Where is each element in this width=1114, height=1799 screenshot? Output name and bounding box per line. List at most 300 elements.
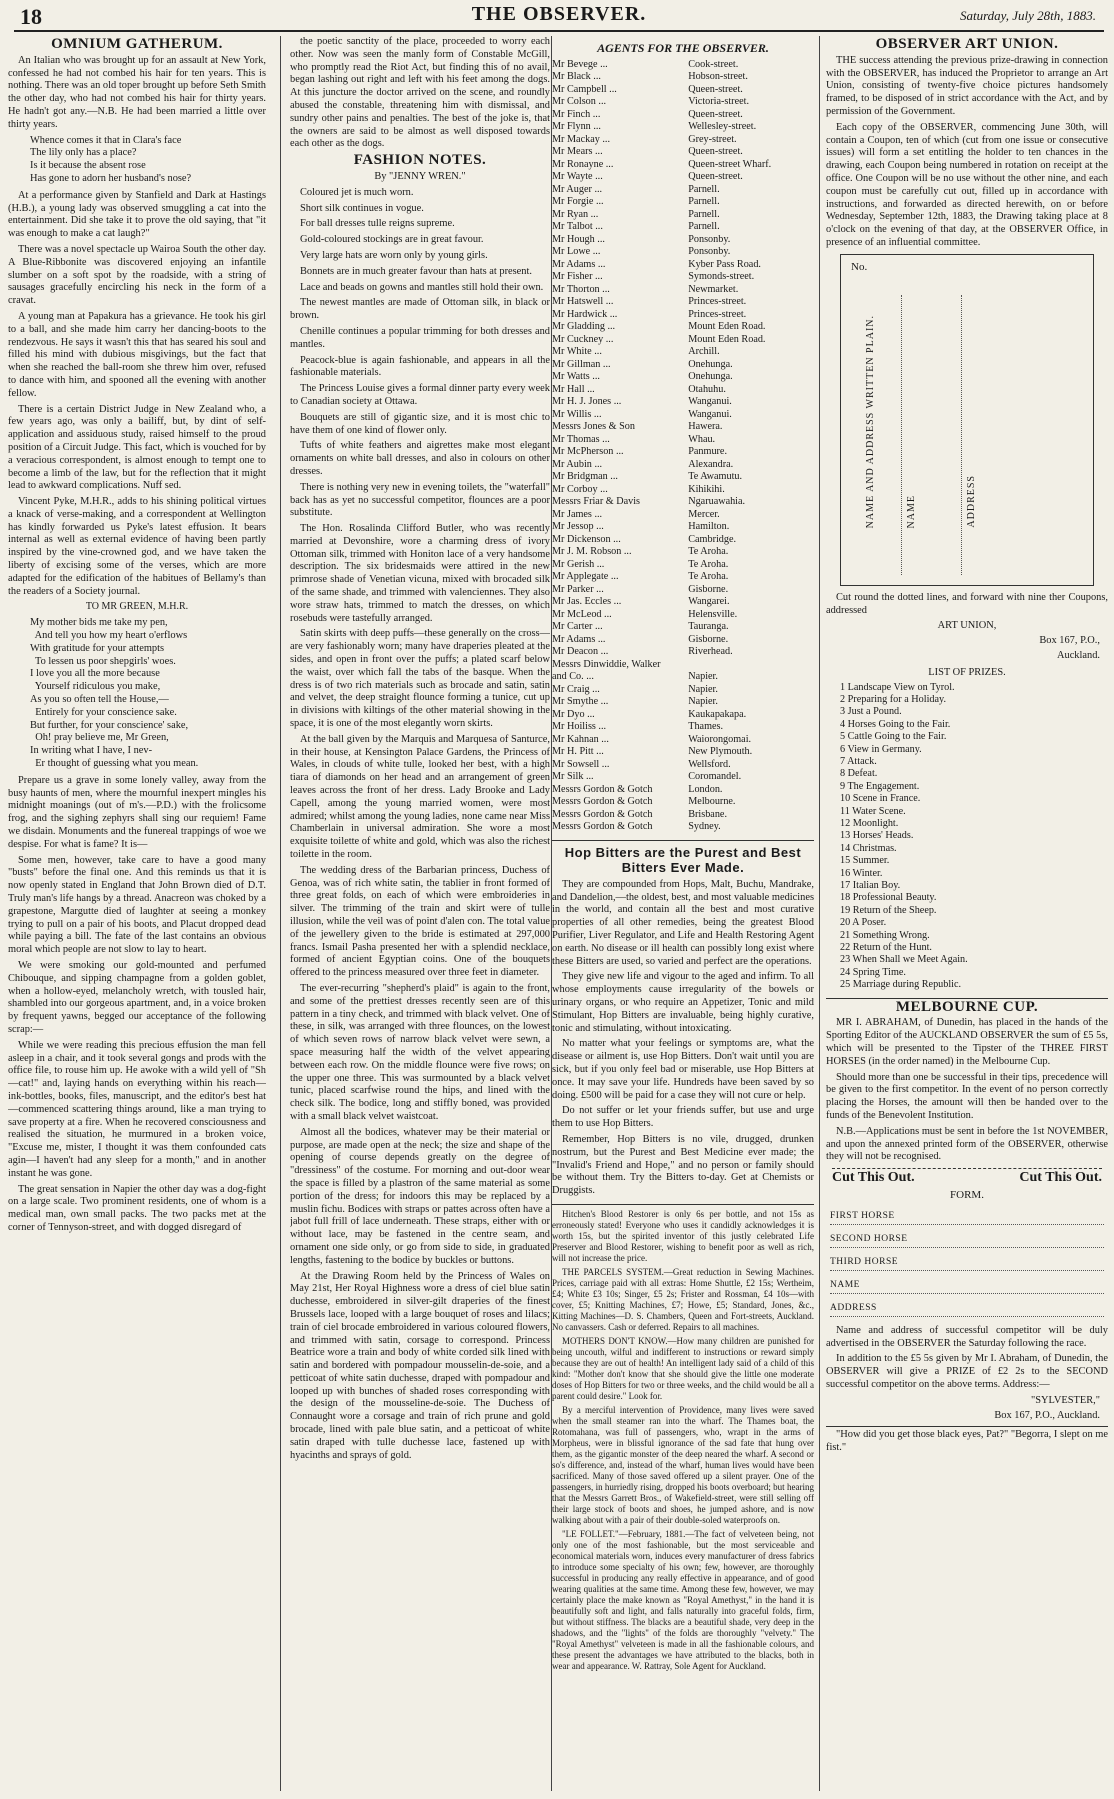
prize-item: 1 Landscape View on Tyrol. bbox=[840, 681, 955, 693]
article-paragraph: Chenille continues a popular trimming for both dresses and mantles. bbox=[290, 325, 550, 350]
article-paragraph: There was a novel spectacle up Wairoa South the other day. A Blue-Ribbonite was discovered enjoying an infantile slumber on a soft spot by the roadside, with a string of sausages gracefully encircling his neck in the form of a cravat. bbox=[8, 243, 266, 307]
agent-name: Messrs Jones & Son bbox=[552, 421, 635, 433]
agent-location: Napier. bbox=[688, 696, 718, 708]
agent-name: Mr Gillman ... bbox=[552, 358, 611, 370]
ad-paragraph: "LE FOLLET."—February, 1881.—The fact of velveteen being, not only one of the most fashionable, but the most serviceable and economical materials worn, induces every manufacturer of dress fabrics to introduce some specialty of his own; few, however, are thoroughly successful in producing any really effective in appearance, and of good wearing qualities at the same time. Among these few, however, we may certainly place the make known as "Royal Amethyst," in the hand it is beautifully soft and light, and falls naturally into graceful folds, firm, but without stiffness. The blacks are a beautiful shade, very deep in the shadows, and the "lights" of the folds are thoroughly "velvety." The "Royal Amethyst" velveteen is made in all the fashionable colours, and these present the advantages we have attributed to the blacks, both in wear and appearance. W. Rattray, Sole Agent for Auckland. bbox=[552, 1528, 814, 1671]
prize-item: 19 Return of the Sheep. bbox=[840, 904, 937, 916]
agent-name: Mr Bevege ... bbox=[552, 58, 608, 70]
article-paragraph: In addition to the £5 5s given by Mr I. Abraham, of Dunedin, the OBSERVER will give a PRIZE of £2 2s to the SECOND successful competitor on the above terms. Address:— bbox=[826, 1353, 1108, 1391]
agent-location: Melbourne. bbox=[688, 796, 736, 808]
ad-paragraph: MOTHERS DON'T KNOW.—How many children are punished for being uncouth, wilful and indifferent to instructions or reward simply because they are out of health! An intelligent lady said of a child of this kind: "Mother don't know that she should give the little one moderate doses of Hop Bitters for two or three weeks, and the child would be all a parent could desire." Look for. bbox=[552, 1335, 814, 1401]
agent-location: Queen-street Wharf. bbox=[688, 158, 772, 170]
agent-name: Mr Adams ... bbox=[552, 633, 606, 645]
agent-location: Queen-street. bbox=[688, 171, 743, 183]
agent-name: Mr Cuckney ... bbox=[552, 333, 614, 345]
signature: "SYLVESTER," bbox=[1030, 1394, 1100, 1406]
agent-name: Mr Carter ... bbox=[552, 621, 603, 633]
third-horse-field[interactable]: THIRD HORSE bbox=[830, 1256, 1104, 1271]
agent-location: London. bbox=[688, 783, 723, 795]
agent-row bbox=[552, 409, 814, 422]
agent-location: Newmarket. bbox=[688, 283, 739, 295]
agent-row bbox=[552, 759, 814, 772]
agent-location: Queen-street. bbox=[688, 146, 743, 158]
agent-name: Mr Auger ... bbox=[552, 183, 603, 195]
address-field[interactable]: ADDRESS bbox=[830, 1302, 1104, 1317]
agent-location: Parnell. bbox=[688, 221, 720, 233]
ad-paragraph: Remember, Hop Bitters is no vile, drugged, drunken nostrum, but the Purest and Best Medicine ever made; the "Invalid's Friend and Hope," and no person or family should be without them. Try the Bitters to-day. Get at Chemists or Druggists. bbox=[552, 1133, 814, 1197]
agent-location: Symonds-street. bbox=[688, 271, 755, 283]
issue-date: Saturday, July 28th, 1883. bbox=[959, 8, 1096, 23]
agent-name: Messrs Gordon & Gotch bbox=[552, 796, 653, 808]
agent-location: Waiorongomai. bbox=[688, 733, 752, 745]
article-paragraph: Satin skirts with deep puffs—these generally on the cross—are very fashionably worn; many have draperies pleated at the sides, and open in front over the puffs; a plated scarf below the waist, over which fall the tabs of the basque. When the dress is of two rich materials such as brocade and satin, satin and velvet, the deep straight flounce forming a tunice, cut up in divisions with kiltings of the other material showing in the space, it is one of the most elegantly worn skirts. bbox=[290, 628, 550, 730]
agent-name: Mr Silk ... bbox=[552, 771, 594, 783]
agent-location: Coromandel. bbox=[688, 771, 742, 783]
prize-item: 10 Scene in France. bbox=[840, 793, 921, 805]
agent-row bbox=[552, 571, 814, 584]
short-note: Coloured jet is much worn. bbox=[300, 186, 414, 198]
agent-row bbox=[552, 396, 814, 409]
agent-location: Napier. bbox=[688, 671, 718, 683]
column-fashion-notes bbox=[290, 36, 550, 1791]
agent-name: Mr Hoiliss ... bbox=[552, 721, 607, 733]
agent-name: Messrs Gordon & Gotch bbox=[552, 808, 653, 820]
agent-row bbox=[552, 321, 814, 334]
ad-paragraph: By a merciful intervention of Providence, many lives were saved when the small steamer ran into the wharf. The Thames boat, the Rotomahana, was full of passengers, who, wrapt in the arms of Morpheus, were in blissful ignorance of the sad fate that hung over them, as the gigantic monster of the deep neared the wharf. A second or so's difference, and, instead of the wharf, human lives would have been sacrificed. Many of those saved offered up a silent prayer. One of the passengers, in hurriedly rising, dropped his boots overboard; but hearing that the Messrs Garrett Bros., of Wakefield-street, were still selling off their large stock of boots and shoes, he jumped ashore, and is now walking about with a pair of their double-soled waterproofs on. bbox=[552, 1404, 814, 1525]
agent-location: Te Aroha. bbox=[688, 558, 729, 570]
agent-row bbox=[552, 196, 814, 209]
agent-location: Queen-street. bbox=[688, 83, 743, 95]
article-paragraph: the poetic sanctity of the place, proceeded to worry each other. Now was seen the manly form of Constable McGill, who promptly read the Riot Act, but finding this of no avail, began lashing out right and left with his feet among the dogs. At this juncture the doctor arrived on the scene, and roundly abused the constable, threatening him with dismissal, and sundry other pains and penalties. The best of the joke is, that the owners are said to be almost as well disposed towards each other as the dogs. bbox=[290, 36, 550, 150]
agent-row bbox=[552, 484, 814, 497]
agent-name: Messrs Gordon & Gotch bbox=[552, 783, 653, 795]
poem-title: TO MR GREEN, M.H.R. bbox=[85, 601, 189, 613]
agent-name: Mr Flynn ... bbox=[552, 121, 601, 133]
prize-item: 5 Cattle Going to the Fair. bbox=[840, 731, 947, 743]
agent-name: Mr Mackay ... bbox=[552, 133, 610, 145]
second-horse-field[interactable]: SECOND HORSE bbox=[830, 1233, 1104, 1248]
agent-location: Princes-street. bbox=[688, 296, 747, 308]
agent-row bbox=[552, 296, 814, 309]
agent-location: Kihikihi. bbox=[688, 483, 725, 495]
agent-row bbox=[552, 496, 814, 509]
agent-location: Parnell. bbox=[688, 183, 720, 195]
coupon-box[interactable] bbox=[840, 254, 1094, 586]
article-paragraph: Each copy of the OBSERVER, commencing June 30th, will contain a Coupon, ten of which (cut from one issue or consecutive issues) will form a set entitling the holder to ten chances in the drawing, each Coupon being numbered in rotation on receipt at the office. One Coupon will be no use without the other nine, and each coupon must be carefully cut out, filled up in accordance with instructions, and forwarded as directed herewith, on or before Wednesday, September 12th, 1883, the Drawing taking place at 8 o'clock on the evening of that day, at the OBSERVER Office, in presence of an influential committee. bbox=[826, 121, 1108, 248]
agent-row bbox=[552, 184, 814, 197]
agent-name: Mr Jessop ... bbox=[552, 521, 604, 533]
agent-row bbox=[552, 796, 814, 809]
short-note: Short silk continues in vogue. bbox=[300, 202, 424, 214]
agent-row bbox=[552, 709, 814, 722]
agent-name: Mr Black ... bbox=[552, 71, 601, 83]
agent-name: Mr Wayte ... bbox=[552, 171, 603, 183]
agent-location: Gisborne. bbox=[688, 583, 729, 595]
agent-location: Princes-street. bbox=[688, 308, 747, 320]
prize-item: 24 Spring Time. bbox=[840, 966, 906, 978]
article-paragraph: Some men, however, take care to have a good many "busts" before the final one. And this reminds us that it is now openly stated in England that John Brown died of D.T. Truly man's life hangs by a thread. Anacreon was choked by a grapestone, Margutte died of laughter at seeing a monkey trying to pull on a pair of his boots, and Placut dropped dead while paying a bill. The fate of the last contains an obvious moral which people are not slow to lay to heart. bbox=[8, 854, 266, 956]
ad-paragraph: Do not suffer or let your friends suffer, but use and urge them to use Hop Bitters. bbox=[552, 1105, 814, 1130]
article-paragraph: The newest mantles are made of Ottoman silk, in black or brown. bbox=[290, 297, 550, 322]
prize-item: 2 Preparing for a Holiday. bbox=[840, 693, 946, 705]
agent-name: Mr McPherson ... bbox=[552, 446, 624, 458]
agent-row bbox=[552, 421, 814, 434]
agent-name: Mr Mears ... bbox=[552, 146, 603, 158]
agent-name: Mr Talbot ... bbox=[552, 221, 603, 233]
agent-location: Hamilton. bbox=[688, 521, 730, 533]
ad-paragraph: No matter what your feelings or symptoms are, what the disease or ailment is, use Hop Bitters. Don't wait until you are sick, but if you only feel bad or miserable, use Hop Bitters at once. It may save your life. Hundreds have been saved by so doing. £500 will be paid for a case they will not cure or help. bbox=[552, 1038, 814, 1101]
short-note: Very large hats are worn only by young girls. bbox=[300, 249, 488, 261]
signature-address: Box 167, P.O., Auckland. bbox=[994, 1409, 1100, 1421]
agent-name: Mr James ... bbox=[552, 508, 603, 520]
article-paragraph: There is nothing very new in evening toilets, the "waterfall" back has as yet no successful competitor, flounces are a poor substitute. bbox=[290, 481, 550, 519]
address-line: Auckland. bbox=[1057, 649, 1100, 661]
prize-item: 9 The Engagement. bbox=[840, 780, 920, 792]
agent-location: Hobson-street. bbox=[688, 71, 748, 83]
agent-location bbox=[688, 659, 814, 672]
agent-row bbox=[552, 384, 814, 397]
agent-name: Mr Gladding ... bbox=[552, 321, 616, 333]
agent-name: Mr Gerish ... bbox=[552, 558, 605, 570]
agent-name: Mr H. J. Jones ... bbox=[552, 396, 622, 408]
agent-name: Messrs Gordon & Gotch bbox=[552, 821, 653, 833]
agent-name: Mr Campbell ... bbox=[552, 83, 617, 95]
agent-name: Mr McLeod ... bbox=[552, 608, 612, 620]
agent-name: Mr Aubin ... bbox=[552, 458, 603, 470]
byline: By "JENNY WREN." bbox=[374, 170, 466, 182]
article-paragraph: At the Drawing Room held by the Princess of Wales on May 21st, Her Royal Highness wore a dress of ciel blue satin duchesse, embroidered in silver-gilt draperies of the finest Brussels lace, looped with a large bouquet of roses and lilacs; train of ciel brocade embroidered in various coloured flowers, and trimmed with satin, corsage to correspond. Princess Beatrice wore a train and body of white corded silk lined with satin and bordered with pompadour mousselin-de-soie, and a petticoat of white satin duchesse, draped with pompadour and looped up with bunches of shaded roses corresponding with the design of the mousseline-de-soie. The Duchess of Connaught wore a corsage and train of rich prune and gold brocade, lined with pale blue satin, and a petticoat of white satin draped with tulle duchesse lace, fastened up with hyacinths and sprays of gold. bbox=[290, 1270, 550, 1461]
joke: "How did you get those black eyes, Pat?" "Begorra, I slept on me fist." bbox=[826, 1429, 1108, 1454]
agent-location: Te Aroha. bbox=[688, 546, 729, 558]
agent-row bbox=[552, 584, 814, 597]
agent-row bbox=[552, 284, 814, 297]
article-paragraph: MR I. ABRAHAM, of Dunedin, has placed in the hands of the Sporting Editor of the AUCKLAND OBSERVER the sum of £5 5s, which will be presented to the Tipster of the THREE FIRST HORSES (in the order named) in the Melbourne Cup. bbox=[826, 1017, 1108, 1067]
prize-item: 16 Winter. bbox=[840, 867, 883, 879]
agent-row bbox=[552, 134, 814, 147]
prize-item: 20 A Poser. bbox=[840, 917, 887, 929]
agent-row bbox=[552, 696, 814, 709]
hop-bitters-heading: Hop Bitters are the Purest and Best Bitters Ever Made. bbox=[564, 844, 802, 875]
agent-location: Whau. bbox=[688, 433, 716, 445]
poem-mr-green: My mother bids me take my pen, And tell you how my heart o'erflows With gratitude for your attempts To lessen us poor shepgirls' woes. I love you all the more because Yourself ridiculous you make, As you so often tell the House,— Entirely for your conscience sake. But further, for your conscience' sake, Oh! pray believe me, Mr Green, In writing what I have, I nev- Er thought of guessing what you mean. bbox=[30, 617, 199, 770]
agent-location: Kaukapakapa. bbox=[688, 708, 747, 720]
agent-location: Cook-street. bbox=[688, 58, 739, 70]
agent-name: Messrs Friar & Davis bbox=[552, 496, 641, 508]
prize-item: 21 Something Wrong. bbox=[840, 929, 930, 941]
agent-name: Mr Finch ... bbox=[552, 108, 601, 120]
agent-row bbox=[552, 446, 814, 459]
agent-row bbox=[552, 721, 814, 734]
prize-item: 11 Water Scene. bbox=[840, 805, 906, 817]
agent-row bbox=[552, 659, 814, 672]
agent-name: Mr Lowe ... bbox=[552, 246, 601, 258]
agent-location: Wellsford. bbox=[688, 758, 731, 770]
coupon-side-label: NAME AND ADDRESS WRITTEN PLAIN. bbox=[865, 314, 876, 529]
agent-name: and Co. ... bbox=[552, 671, 594, 683]
agent-name: Mr Jas. Eccles ... bbox=[552, 596, 622, 608]
agent-row bbox=[552, 121, 814, 134]
agent-location: Cambridge. bbox=[688, 533, 737, 545]
agent-location: Wangarei. bbox=[688, 596, 730, 608]
agent-location: Thames. bbox=[688, 721, 724, 733]
article-paragraph: The Princess Louise gives a formal dinner party every week to Canadian society at Ottawa. bbox=[290, 383, 550, 407]
agent-row bbox=[552, 621, 814, 634]
agent-location: Onehunga. bbox=[688, 358, 733, 370]
article-paragraph: N.B.—Applications must be sent in before the 1st NOVEMBER, and upon the annexed printed form of the OBSERVER, otherwise they will not be recognised. bbox=[826, 1125, 1108, 1163]
agent-row bbox=[552, 371, 814, 384]
agent-name: Mr Thomas ... bbox=[552, 433, 610, 445]
agent-name: Mr White ... bbox=[552, 346, 602, 358]
agent-name: Mr Hardwick ... bbox=[552, 308, 618, 320]
agent-name: Mr H. Pitt ... bbox=[552, 746, 604, 758]
agent-location: Kyber Pass Road. bbox=[688, 258, 761, 270]
agent-location: Ponsonby. bbox=[688, 233, 731, 245]
article-paragraph: An Italian who was brought up for an assault at New York, confessed he had not combed his hair for ten years. This is nothing. There was an old toper brought up before Seth Smith the other day, who had not combed his hair for thirty years. He hadn't got any.—N.B. He had been married a little over thirty years. bbox=[8, 54, 266, 130]
agent-name: Mr Dickenson ... bbox=[552, 533, 621, 545]
agent-location: Sydney. bbox=[688, 821, 721, 833]
column-art-union-cup bbox=[826, 36, 1108, 1791]
agent-location: Ngaruawahia. bbox=[688, 496, 746, 508]
prizes-heading: LIST OF PRIZES. bbox=[928, 666, 1006, 678]
agent-name: Mr Adams ... bbox=[552, 258, 606, 270]
coupon-address-line[interactable]: ADDRESS bbox=[961, 295, 962, 575]
agent-location: Hawera. bbox=[688, 421, 723, 433]
agent-row bbox=[552, 159, 814, 172]
article-paragraph: The great sensation in Napier the other day was a dog-fight on a large scale. Two prominent residents, one of whom is a medical man, own small packs. The two packs met at the corner of Tennyson-street, and with dogged disregard of bbox=[8, 1183, 266, 1233]
agent-row bbox=[552, 671, 814, 684]
prize-item: 14 Christmas. bbox=[840, 842, 897, 854]
agent-row bbox=[552, 309, 814, 322]
melbourne-cup-heading: MELBOURNE CUP. bbox=[895, 998, 1039, 1015]
prize-item: 23 When Shall we Meet Again. bbox=[840, 954, 968, 966]
fashion-heading: FASHION NOTES. bbox=[353, 152, 487, 169]
article-paragraph: THE success attending the previous prize-drawing in connection with the OBSERVER, has induced the Proprietor to arrange an Art Union, consisting of twenty-five choice pictures handsomely framed, to be disposed of in strict accordance with the Act, and by permission of the Government. bbox=[826, 54, 1108, 117]
agent-row bbox=[552, 209, 814, 222]
agent-row bbox=[552, 746, 814, 759]
ad-paragraph: Hitchen's Blood Restorer is only 6s per bottle, and not 15s as erroneously stated! Everyone who uses it candidly acknowledges it is worth 15s, but the spirited inventor of this justly celebrated Life Preserver and Blood Restorer, wishing to benefit poor as well as rich, will not increase the price. bbox=[552, 1208, 814, 1263]
agent-name: Mr Craig ... bbox=[552, 683, 600, 695]
agent-row bbox=[552, 609, 814, 622]
agent-location: Helensville. bbox=[688, 608, 738, 620]
article-paragraph: While we were reading this precious effusion the man fell asleep in a chair, and it took several gongs and prods with the office file, to rouse him up. He awoke with a wild yell of "Sh—cat!" and, laying hands on everything within his reach—ink-bottles, books, files, manuscript, and the editor's best hat—commenced scattering things around, like a man trying to save property at a fire. When he recovered consciousness and realised the situation, he murmured in a broken voice, "Excuse me, mister, I thought it was them confounded cats agin—I haven't had any sleep for a month," and in another instant he was gone. bbox=[8, 1039, 266, 1179]
agent-row bbox=[552, 221, 814, 234]
form-heading: FORM. bbox=[950, 1189, 984, 1202]
column-omnium-gatherum bbox=[8, 36, 266, 1791]
cut-line bbox=[832, 1168, 1102, 1185]
agent-location: Napier. bbox=[688, 683, 718, 695]
column-rule bbox=[280, 36, 281, 1791]
prize-item: 22 Return of the Hunt. bbox=[840, 942, 932, 954]
agent-name: Mr Bridgman ... bbox=[552, 471, 618, 483]
agent-location: Mount Eden Road. bbox=[688, 333, 766, 345]
agent-row bbox=[552, 559, 814, 572]
agent-row bbox=[552, 771, 814, 784]
agent-row bbox=[552, 471, 814, 484]
agent-location: Brisbane. bbox=[688, 808, 727, 820]
omnium-heading: OMNIUM GATHERUM. bbox=[51, 36, 223, 52]
agent-row bbox=[552, 109, 814, 122]
column-agents-hop-bitters bbox=[552, 36, 814, 1791]
cut-label-left: Cut This Out. bbox=[832, 1170, 915, 1186]
article-paragraph: Bouquets are still of gigantic size, and it is most chic to have them of one kind of flower only. bbox=[290, 411, 550, 436]
agent-name: Mr Willis ... bbox=[552, 408, 602, 420]
agent-row bbox=[552, 809, 814, 822]
prize-item: 25 Marriage during Republic. bbox=[840, 979, 962, 991]
agent-location: Archill. bbox=[688, 346, 720, 358]
ad-paragraph: THE PARCELS SYSTEM.—Great reduction in Sewing Machines. Prices, carriage paid with all extras: Home Shuttle, £2 15s; Wertheim, £4; White £3 10s; Singer, £5 2s; Frister and Rossman, £4 10s—with cover, £5; Knitting Machines, £7; Howe, £5; Standard, Jones, &c., Kitting Machines—D. S. Chambers, Queen and Fort-streets, Auckland. No canvassers. Cash or deferred. Repairs to all machines. bbox=[552, 1266, 814, 1332]
address-line: ART UNION, bbox=[937, 620, 997, 632]
agent-row bbox=[552, 434, 814, 447]
agent-row bbox=[552, 646, 814, 659]
agent-row bbox=[552, 634, 814, 647]
short-note: Gold-coloured stockings are in great favour. bbox=[300, 234, 484, 246]
short-note: For ball dresses tulle reigns supreme. bbox=[300, 218, 455, 230]
agent-location: Queen-street. bbox=[688, 108, 743, 120]
article-paragraph: Almost all the bodices, whatever may be their material or purpose, are made open at the neck; the size and shape of the opening of course depends greatly on the degree of "dressiness" of the costume. For morning and out-door wear the space is filled by a plastron of the same material as some portion of the dress; for indoors this may be replaced by a muslin fichu. Bodices with straps or pattes across often have a jabot full frill of lace underneath. These straps, either with or without lace, may be fastened in the centre seam, and ornament one side only, or go from side to side, in graduated lengths, fastening to the bodice by buckles or buttons. bbox=[290, 1126, 550, 1266]
ad-paragraph: They are compounded from Hops, Malt, Buchu, Mandrake, and Dandelion,—the oldest, best, and most valuable medicines in the world, and contain all the best and most curative properties of all other remedies, being the greatest Blood Purifier, Liver Regulator, and Life and Health Restoring Agent on earth. No disease or ill health can possibly long exist where these Bitters are used, so varied and perfect are the operations. bbox=[552, 878, 814, 967]
prize-item: 3 Just a Pound. bbox=[840, 706, 902, 718]
article-paragraph: At the ball given by the Marquis and Marquesa of Santurce, in their house, at Kensington Palace Gardens, the Princess of Wales, in clouds of white tulle, looked her best, with a high tiara of diamonds on her head and an arrangement of green leaves across the front of her dress. Lady Brooke and Lady Capell, among the young married women, were most admired; whilst among the young ladies, none came near Miss Chamberlain in universal admiration. She wore a most exquisite toilette of white and gold, which was also the richest toilette in the room. bbox=[290, 733, 550, 861]
article-paragraph: We were smoking our gold-mounted and perfumed Chibouque, and sipping champagne from a golden goblet, when a hollow-eyed, melancholy wretch, with tousled hair, shambled into our gorgeous apartment, and, in a voice broken by frequent yawns, begged our acceptance of the following scrap:— bbox=[8, 959, 266, 1035]
agents-heading: AGENTS FOR THE OBSERVER. bbox=[597, 41, 769, 55]
cut-label-right: Cut This Out. bbox=[1019, 1170, 1102, 1186]
newspaper-title: THE OBSERVER. bbox=[471, 3, 647, 25]
agent-name: Mr Hough ... bbox=[552, 233, 605, 245]
agent-row bbox=[552, 259, 814, 272]
agent-location: New Plymouth. bbox=[688, 746, 753, 758]
agent-location: Panmure. bbox=[688, 446, 727, 458]
agent-name: Mr Applegate ... bbox=[552, 571, 619, 583]
coupon-name-line[interactable]: NAME bbox=[901, 295, 902, 575]
agent-row bbox=[552, 546, 814, 559]
agent-name: Mr Watts ... bbox=[552, 371, 600, 383]
agent-name: Mr Deacon ... bbox=[552, 646, 609, 658]
prize-list bbox=[826, 682, 1108, 992]
agent-location: Grey-street. bbox=[688, 133, 737, 145]
agent-row bbox=[552, 246, 814, 259]
agent-row bbox=[552, 234, 814, 247]
agent-location: Te Awamutu. bbox=[688, 471, 743, 483]
agent-row bbox=[552, 84, 814, 97]
prize-item: 6 View in Germany. bbox=[840, 743, 922, 755]
column-rule bbox=[819, 36, 820, 1791]
agent-row bbox=[552, 459, 814, 472]
poem-clara: Whence comes it that in Clara's face The lily only has a place? Is it because the absent rose Has gone to adorn her husband's nose? bbox=[30, 134, 192, 184]
art-union-heading: OBSERVER ART UNION. bbox=[875, 36, 1059, 52]
masthead bbox=[14, 0, 1104, 32]
prize-item: 15 Summer. bbox=[840, 855, 890, 867]
agent-row bbox=[552, 734, 814, 747]
agent-row bbox=[552, 684, 814, 697]
agent-name: Mr Fisher ... bbox=[552, 271, 603, 283]
agent-row bbox=[552, 96, 814, 109]
agent-name: Mr Hatswell ... bbox=[552, 296, 614, 308]
article-paragraph: Cut round the dotted lines, and forward with nine ther Coupons, addressed bbox=[826, 591, 1108, 616]
article-paragraph: Vincent Pyke, M.H.R., adds to his shining political virtues a knack of verse-making, and a correspondent at Wellington has kindly forwarded us Pyke's latest effusion. It bears internal as well as external evidence of having been partly inspired by the vine-crowned god, and we have taken the liberty of excising some of the verses, which are more adapted for the edification of the habitues of Bellamy's than the readers of a Society journal. bbox=[8, 496, 266, 597]
agent-name: Mr Hall ... bbox=[552, 383, 595, 395]
article-paragraph: A young man at Papakura has a grievance. He took his girl to a ball, and she made him carry her dancing-boots to the rendezvous. He says it wasn't this that has seared his soul and filled his mind with dubious misgivings, but the fact that when she reached the ball-room she threw him over, refused to dance with him, and spooned all the evening with another fellow. bbox=[8, 310, 266, 399]
agent-location: Riverhead. bbox=[688, 646, 733, 658]
agent-location: Otahuhu. bbox=[688, 383, 726, 395]
agent-row bbox=[552, 59, 814, 72]
agent-row bbox=[552, 521, 814, 534]
article-paragraph: Should more than one be successful in their tips, precedence will be given to the first competitor. In the event of no person correctly placing the Horses, the amount will then be handed over to the funds of the Benevolent Institution. bbox=[826, 1071, 1108, 1122]
article-paragraph: There is a certain District Judge in New Zealand who, a few years ago, was only a bailiff, but, by dint of self-application and assiduous study, raised himself to the proud position of a Circuit Judge. This fact, which is vouched for by a veracious correspondent, is almost enough to tempt one to become a limb of the law, but for the reflection that it might lead to awkward complications. Nuff sed. bbox=[8, 403, 266, 492]
agent-row bbox=[552, 334, 814, 347]
agent-location: Parnell. bbox=[688, 196, 720, 208]
prize-item: 18 Professional Beauty. bbox=[840, 892, 937, 904]
agent-name: Messrs Dinwiddie, Walker bbox=[552, 658, 661, 670]
agent-row bbox=[552, 271, 814, 284]
agent-location: Mount Eden Road. bbox=[688, 321, 766, 333]
article-paragraph: Peacock-blue is again fashionable, and appears in all the fashionable materials. bbox=[290, 354, 550, 379]
agent-name: Mr Kahnan ... bbox=[552, 733, 609, 745]
agent-name: Mr Corboy ... bbox=[552, 483, 608, 495]
article-paragraph: At a performance given by Stanfield and Dark at Hastings (H.B.), a young lady was observed smuggling a cat into the entertainment. Did she take it to prove the old saying, that "it was enough to make a cat laugh?" bbox=[8, 189, 266, 240]
agent-location: Wanganui. bbox=[688, 408, 732, 420]
agent-name: Mr Forgie ... bbox=[552, 196, 604, 208]
agent-row bbox=[552, 346, 814, 359]
agent-name: Mr Thorton ... bbox=[552, 283, 610, 295]
agent-row bbox=[552, 171, 814, 184]
prize-item: 13 Horses' Heads. bbox=[840, 830, 914, 842]
article-paragraph: The ever-recurring "shepherd's plaid" is again to the front, and some of the prettiest dresses recently seen are of this pattern in a tiny check, and trimmed with black velvet. One of these, in silk, was arranged with three flounces, on the lowest of which seven rows of narrow black velvet were sewn, a space measuring half the width of the velvet appearing between each row. On the middle flounce were five rows; on the upper one three. This was surmounted by a black velvet tunic, placed scarfwise round the hips, and lined with the check silk. The bodice, long and stiffly boned, was provided with a small black velvet waistcoat. bbox=[290, 982, 550, 1122]
agent-row bbox=[552, 821, 814, 834]
article-paragraph: The wedding dress of the Barbarian princess, Duchess of Genoa, was of rich white satin, the tablier in front formed of three great folds, on each of which were embroideries in silver. The trimming of the train and skirt were of tulle illusion, while the veil was of point d'alen con. The total value of the jewellery given to the bride is estimated at 297,000 francs. Ismail Pasha presented her with a splendid necklace, formed of ancient Egyptian coins. One of the bouquets offered to the princess measured over three feet in diameter. bbox=[290, 864, 550, 979]
agent-name: Mr Parker ... bbox=[552, 583, 604, 595]
address-line: Box 167, P.O., bbox=[1039, 635, 1100, 647]
ad-paragraph: They give new life and vigour to the aged and infirm. To all whose employments cause irregularity of the bowels or urinary organs, or who require an Appetizer, Tonic and mild Stimulant, Hop Bitters are invaluable, being highly curative, tonic and stimulating, without intoxicating. bbox=[552, 971, 814, 1034]
prize-item: 17 Italian Boy. bbox=[840, 880, 901, 892]
agent-location: Ponsonby. bbox=[688, 246, 731, 258]
agent-row bbox=[552, 534, 814, 547]
first-horse-field[interactable]: FIRST HORSE bbox=[830, 1210, 1104, 1225]
agent-name: Mr Colson ... bbox=[552, 96, 607, 108]
agent-name: Mr J. M. Robson ... bbox=[552, 546, 632, 558]
agent-row bbox=[552, 596, 814, 609]
agents-table bbox=[552, 59, 814, 834]
agent-location: Wanganui. bbox=[688, 396, 732, 408]
agent-row bbox=[552, 509, 814, 522]
agent-row bbox=[552, 359, 814, 372]
agent-location: Victoria-street. bbox=[688, 96, 750, 108]
page-number: 18 bbox=[20, 4, 42, 29]
agent-location: Gisborne. bbox=[688, 633, 729, 645]
agent-name: Mr Sowsell ... bbox=[552, 758, 610, 770]
name-field[interactable]: NAME bbox=[830, 1279, 1104, 1294]
article-paragraph: Name and address of successful competitor will be duly advertised in the OBSERVER the Saturday following the race. bbox=[826, 1324, 1108, 1349]
agent-row bbox=[552, 146, 814, 159]
article-paragraph: Bonnets are in much greater favour than hats at present. bbox=[300, 265, 532, 277]
prize-item: 4 Horses Going to the Fair. bbox=[840, 718, 951, 730]
agent-location: Onehunga. bbox=[688, 371, 733, 383]
coupon-number-label: No. bbox=[851, 260, 868, 273]
agent-name: Mr Smythe ... bbox=[552, 696, 609, 708]
article-paragraph: Lace and beads on gowns and mantles still hold their own. bbox=[300, 281, 544, 293]
agent-location: Parnell. bbox=[688, 208, 720, 220]
agent-name: Mr Ronayne ... bbox=[552, 158, 614, 170]
article-paragraph: Prepare us a grave in some lonely valley, away from the busy haunts of men, where the mournful inexpert mingles his midnight moanings (out of m's.—P.D.) with the frolicsome frog, and the sighing zephyrs shall sing our requiem! Fame we disdain. Monuments and the funereal trappings of woe we despise. For what is fame? It is— bbox=[8, 774, 266, 850]
prize-item: 7 Attack. bbox=[840, 755, 877, 767]
prize-item: 8 Defeat. bbox=[840, 768, 878, 780]
agent-name: Mr Dyo ... bbox=[552, 708, 595, 720]
prize-item: 12 Moonlight. bbox=[840, 818, 899, 829]
agent-row bbox=[552, 71, 814, 84]
agent-location: Te Aroha. bbox=[688, 571, 729, 583]
agent-location: Alexandra. bbox=[688, 458, 734, 470]
agent-row bbox=[552, 784, 814, 797]
article-paragraph: The Hon. Rosalinda Clifford Butler, who was recently married at Devonshire, wore a charming dress of ivory Ottoman silk, trimmed with Honiton lace of a very handsome description. The six bridesmaids were attired in the new primrose shade of Venetian vicuna, mixed with brocaded silk of the same shade, and trimmed with valenciennes. They also wore straw hats, trimmed to match the dresses, on which rosebuds were tastefully arranged. bbox=[290, 523, 550, 624]
